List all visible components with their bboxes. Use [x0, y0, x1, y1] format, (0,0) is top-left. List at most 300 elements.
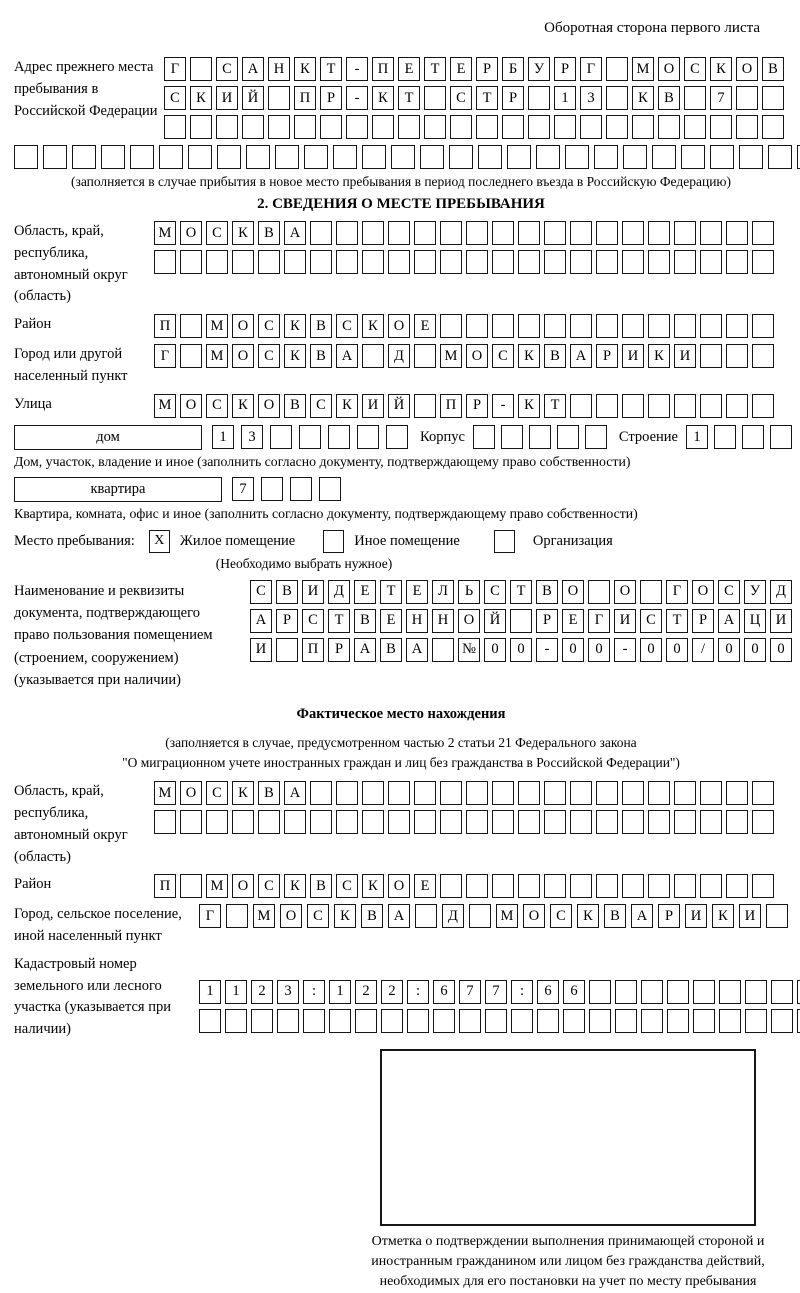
- char-cell: С: [258, 874, 280, 898]
- apartment-type-box: квартира: [14, 477, 222, 502]
- char-cell: [557, 425, 579, 449]
- char-cell: Р: [466, 394, 488, 418]
- char-cell: Й: [242, 86, 264, 110]
- char-cell: [623, 145, 647, 169]
- char-cell: Е: [380, 609, 402, 633]
- char-cell: [742, 425, 764, 449]
- char-cell: И: [250, 638, 272, 662]
- char-cell: [726, 344, 748, 368]
- char-cell: [596, 314, 618, 338]
- char-cell: [485, 1009, 507, 1033]
- char-cell: [529, 425, 551, 449]
- char-cell: [739, 145, 763, 169]
- char-cell: [771, 1009, 793, 1033]
- char-cell: Н: [268, 57, 290, 81]
- char-grid-row: [250, 638, 792, 662]
- char-cell: [736, 86, 758, 110]
- char-cell: Р: [536, 609, 558, 633]
- char-cell: [310, 781, 332, 805]
- char-cell: [700, 221, 722, 245]
- char-cell: 3: [277, 980, 299, 1004]
- char-grid-row-fullwidth: [14, 145, 788, 169]
- char-cell: [180, 250, 202, 274]
- char-cell: [276, 638, 298, 662]
- char-cell: П: [154, 314, 176, 338]
- char-cell: А: [406, 638, 428, 662]
- char-cell: С: [206, 781, 228, 805]
- char-cell: О: [466, 344, 488, 368]
- char-cell: [752, 781, 774, 805]
- char-cell: С: [640, 609, 662, 633]
- char-grid-row: [154, 781, 774, 805]
- document-field: [14, 580, 788, 692]
- char-cell: М: [206, 344, 228, 368]
- char-cell: [284, 810, 306, 834]
- char-cell: [420, 145, 444, 169]
- prev-address-note: (заполняется в случае прибытия в новое место пребывания в период последнего въезда в Российскую Федерацию): [70, 174, 732, 189]
- char-cell: [294, 115, 316, 139]
- char-cell: [518, 314, 540, 338]
- char-cell: [745, 1009, 767, 1033]
- char-cell: [299, 425, 321, 449]
- char-cell: [310, 250, 332, 274]
- place-type-row: [14, 530, 788, 553]
- char-cell: И: [739, 904, 761, 928]
- char-cell: [473, 425, 495, 449]
- char-cell: [440, 250, 462, 274]
- char-cell: В: [310, 874, 332, 898]
- char-grid-row: [154, 221, 774, 245]
- char-cell: [43, 145, 67, 169]
- char-cell: А: [250, 609, 272, 633]
- char-cell: С: [718, 580, 740, 604]
- char-cell: :: [407, 980, 429, 1004]
- char-cell: [270, 425, 292, 449]
- char-cell: [164, 115, 186, 139]
- char-cell: Т: [666, 609, 688, 633]
- char-cell: [440, 221, 462, 245]
- char-cell: Е: [562, 609, 584, 633]
- ulitsa-field: [14, 394, 788, 418]
- char-cell: [700, 874, 722, 898]
- char-cell: [154, 810, 176, 834]
- char-cell: [693, 1009, 715, 1033]
- char-cell: Д: [388, 344, 410, 368]
- char-cell: [622, 874, 644, 898]
- char-cell: [648, 874, 670, 898]
- char-cell: [492, 874, 514, 898]
- char-cell: [700, 781, 722, 805]
- char-cell: [414, 394, 436, 418]
- oblast-field: [14, 221, 788, 308]
- char-cell: В: [604, 904, 626, 928]
- char-cell: [700, 810, 722, 834]
- char-cell: [606, 115, 628, 139]
- char-cell: 2: [355, 980, 377, 1004]
- house-row: [14, 425, 788, 450]
- char-cell: [528, 86, 550, 110]
- char-cell: Е: [450, 57, 472, 81]
- char-cell: [268, 86, 290, 110]
- char-cell: [180, 810, 202, 834]
- kadastr-field: [14, 954, 788, 1041]
- char-cell: 1: [212, 425, 234, 449]
- char-cell: Т: [544, 394, 566, 418]
- char-cell: А: [631, 904, 653, 928]
- char-cell: Р: [692, 609, 714, 633]
- char-grid-row: [250, 580, 792, 604]
- char-cell: [440, 314, 462, 338]
- char-cell: О: [388, 874, 410, 898]
- char-cell: Д: [328, 580, 350, 604]
- gorod-field: [14, 344, 788, 388]
- char-cell: [459, 1009, 481, 1033]
- char-cell: [362, 250, 384, 274]
- char-cell: 1: [199, 980, 221, 1004]
- fact-note-line2: "О миграционном учете иностранных граждан и лиц без гражданства в Российской Федерации"): [122, 755, 680, 771]
- char-cell: А: [336, 344, 358, 368]
- fact-oblast-label: Область, край, республика, автономный округ (область): [14, 783, 128, 865]
- char-cell: [414, 344, 436, 368]
- char-cell: [188, 145, 212, 169]
- char-cell: [606, 57, 628, 81]
- char-cell: П: [440, 394, 462, 418]
- char-cell: -: [614, 638, 636, 662]
- char-cell: [719, 1009, 741, 1033]
- char-cell: [362, 810, 384, 834]
- char-cell: [154, 250, 176, 274]
- char-cell: [537, 1009, 559, 1033]
- char-cell: [544, 314, 566, 338]
- char-cell: [726, 874, 748, 898]
- char-cell: К: [362, 314, 384, 338]
- char-cell: [180, 344, 202, 368]
- char-cell: [251, 1009, 273, 1033]
- char-cell: Р: [596, 344, 618, 368]
- char-cell: П: [302, 638, 324, 662]
- char-cell: 6: [537, 980, 559, 1004]
- char-cell: [518, 781, 540, 805]
- char-cell: К: [336, 394, 358, 418]
- char-cell: С: [258, 314, 280, 338]
- char-cell: [492, 314, 514, 338]
- char-cell: Т: [424, 57, 446, 81]
- fact-location-heading: Фактическое место нахождения: [296, 705, 506, 722]
- char-cell: [589, 980, 611, 1004]
- char-cell: Д: [442, 904, 464, 928]
- char-cell: [492, 221, 514, 245]
- char-cell: К: [294, 57, 316, 81]
- char-cell: [736, 115, 758, 139]
- char-cell: И: [362, 394, 384, 418]
- char-cell: [275, 145, 299, 169]
- char-grid-row: [154, 394, 774, 418]
- char-cell: К: [284, 344, 306, 368]
- char-cell: 7: [232, 477, 254, 501]
- char-cell: 1: [554, 86, 576, 110]
- char-cell: [570, 394, 592, 418]
- checkbox-inoe: [323, 530, 344, 553]
- house-caption: Дом, участок, владение и иное (заполнить согласно документу, подтверждающему право собственности): [14, 453, 631, 469]
- char-cell: С: [492, 344, 514, 368]
- char-cell: М: [496, 904, 518, 928]
- char-cell: [726, 250, 748, 274]
- char-cell: Е: [398, 57, 420, 81]
- stamp-caption: Отметка о подтверждении выполнения принимающей стороной и иностранным гражданином или лицом без гражданства действий, необходимых для его постановки на учет по месту пребывания: [371, 1233, 765, 1290]
- char-cell: [752, 874, 774, 898]
- char-cell: [596, 221, 618, 245]
- char-cell: :: [303, 980, 325, 1004]
- char-cell: М: [206, 874, 228, 898]
- char-cell: [674, 221, 696, 245]
- char-cell: С: [206, 221, 228, 245]
- char-cell: [320, 115, 342, 139]
- char-cell: [762, 86, 784, 110]
- char-cell: К: [232, 781, 254, 805]
- char-cell: А: [388, 904, 410, 928]
- char-cell: [726, 221, 748, 245]
- char-cell: [407, 1009, 429, 1033]
- char-cell: С: [310, 394, 332, 418]
- char-cell: Е: [354, 580, 376, 604]
- char-cell: [450, 115, 472, 139]
- char-cell: О: [614, 580, 636, 604]
- char-cell: Г: [580, 57, 602, 81]
- char-cell: [710, 145, 734, 169]
- char-cell: [466, 250, 488, 274]
- char-cell: К: [710, 57, 732, 81]
- checkbox-organizatsiya: [494, 530, 515, 553]
- char-cell: О: [458, 609, 480, 633]
- char-cell: [752, 344, 774, 368]
- char-cell: [554, 115, 576, 139]
- char-cell: [518, 810, 540, 834]
- char-cell: [511, 1009, 533, 1033]
- fact-location-note: [14, 733, 788, 774]
- char-cell: [424, 86, 446, 110]
- char-cell: [719, 980, 741, 1004]
- char-cell: 0: [640, 638, 662, 662]
- char-cell: [346, 115, 368, 139]
- char-grid-row: [212, 425, 408, 449]
- char-grid-row: [154, 314, 774, 338]
- char-cell: В: [536, 580, 558, 604]
- char-cell: [565, 145, 589, 169]
- char-grid-row: [199, 1009, 800, 1033]
- char-cell: [466, 781, 488, 805]
- char-cell: К: [518, 344, 540, 368]
- char-cell: [432, 638, 454, 662]
- char-cell: [466, 874, 488, 898]
- char-cell: 0: [666, 638, 688, 662]
- char-cell: [622, 810, 644, 834]
- char-cell: [632, 115, 654, 139]
- char-cell: [388, 250, 410, 274]
- char-grid-row: [199, 980, 800, 1004]
- char-cell: О: [388, 314, 410, 338]
- char-cell: Т: [380, 580, 402, 604]
- char-cell: Н: [406, 609, 428, 633]
- char-cell: [362, 221, 384, 245]
- char-cell: А: [284, 781, 306, 805]
- section2-heading: 2. СВЕДЕНИЯ О МЕСТЕ ПРЕБЫВАНИЯ: [257, 196, 545, 212]
- fact-gorod-label: Город, сельское поселение, иной населенный пункт: [14, 906, 182, 945]
- char-cell: [386, 425, 408, 449]
- char-cell: О: [232, 314, 254, 338]
- char-cell: [594, 145, 618, 169]
- char-cell: Б: [502, 57, 524, 81]
- char-cell: [518, 221, 540, 245]
- char-cell: [667, 1009, 689, 1033]
- char-cell: Р: [476, 57, 498, 81]
- char-cell: [752, 250, 774, 274]
- document-rows: [250, 580, 792, 692]
- char-cell: [449, 145, 473, 169]
- char-cell: [261, 477, 283, 501]
- char-cell: С: [164, 86, 186, 110]
- char-cell: К: [232, 221, 254, 245]
- char-cell: [466, 314, 488, 338]
- char-cell: П: [372, 57, 394, 81]
- checkbox-zhiloe: X: [149, 530, 170, 553]
- char-cell: [544, 221, 566, 245]
- char-cell: Ц: [744, 609, 766, 633]
- house-type-box: дом: [14, 425, 202, 450]
- char-cell: [752, 221, 774, 245]
- char-cell: [544, 250, 566, 274]
- char-cell: [596, 781, 618, 805]
- char-cell: [536, 145, 560, 169]
- place-type-label: Место пребывания:: [14, 532, 135, 549]
- prev-address-label: Адрес прежнего места пребывания в Российской Федерации: [14, 59, 158, 119]
- char-cell: К: [712, 904, 734, 928]
- char-grid-row: [250, 609, 792, 633]
- char-cell: [199, 1009, 221, 1033]
- char-cell: [726, 781, 748, 805]
- char-cell: [589, 1009, 611, 1033]
- char-cell: [674, 394, 696, 418]
- char-cell: [190, 57, 212, 81]
- char-cell: В: [544, 344, 566, 368]
- char-cell: Е: [414, 874, 436, 898]
- char-cell: 0: [510, 638, 532, 662]
- char-cell: [501, 425, 523, 449]
- char-cell: :: [511, 980, 533, 1004]
- char-cell: 0: [718, 638, 740, 662]
- char-cell: [336, 221, 358, 245]
- char-cell: Р: [328, 638, 350, 662]
- char-cell: [528, 115, 550, 139]
- char-cell: М: [632, 57, 654, 81]
- char-cell: [336, 781, 358, 805]
- char-cell: [674, 314, 696, 338]
- char-cell: [478, 145, 502, 169]
- char-cell: С: [206, 394, 228, 418]
- char-cell: Г: [199, 904, 221, 928]
- char-cell: В: [361, 904, 383, 928]
- char-cell: [391, 145, 415, 169]
- char-cell: 2: [251, 980, 273, 1004]
- char-cell: [246, 145, 270, 169]
- char-cell: Г: [666, 580, 688, 604]
- char-cell: [544, 810, 566, 834]
- char-cell: К: [284, 314, 306, 338]
- char-cell: 6: [563, 980, 585, 1004]
- apartment-caption: Квартира, комната, офис и иное (заполнить согласно документу, подтверждающему право собственности): [14, 505, 638, 521]
- char-cell: [700, 394, 722, 418]
- char-cell: [674, 781, 696, 805]
- char-cell: [268, 115, 290, 139]
- option-organizatsiya-label: Организация: [532, 532, 613, 549]
- char-cell: [502, 115, 524, 139]
- char-cell: [226, 904, 248, 928]
- char-cell: О: [658, 57, 680, 81]
- char-cell: [674, 874, 696, 898]
- char-cell: К: [518, 394, 540, 418]
- char-cell: [648, 221, 670, 245]
- char-cell: [544, 874, 566, 898]
- char-cell: [388, 781, 410, 805]
- char-cell: О: [180, 781, 202, 805]
- char-cell: К: [577, 904, 599, 928]
- char-cell: Р: [554, 57, 576, 81]
- char-cell: [752, 314, 774, 338]
- char-cell: [242, 115, 264, 139]
- char-cell: [615, 980, 637, 1004]
- char-cell: [770, 425, 792, 449]
- rayon-field: [14, 314, 788, 338]
- char-cell: Р: [502, 86, 524, 110]
- char-cell: А: [242, 57, 264, 81]
- char-cell: [180, 874, 202, 898]
- char-cell: С: [258, 344, 280, 368]
- char-grid-row: [154, 344, 774, 388]
- char-cell: [232, 250, 254, 274]
- char-cell: А: [354, 638, 376, 662]
- char-cell: Й: [388, 394, 410, 418]
- char-cell: [771, 980, 793, 1004]
- char-cell: О: [232, 344, 254, 368]
- char-cell: [570, 874, 592, 898]
- char-cell: [469, 904, 491, 928]
- char-cell: Р: [658, 904, 680, 928]
- char-cell: [622, 221, 644, 245]
- char-cell: [640, 580, 662, 604]
- char-cell: [336, 810, 358, 834]
- char-cell: [476, 115, 498, 139]
- char-cell: [622, 394, 644, 418]
- char-cell: [206, 810, 228, 834]
- char-cell: [355, 1009, 377, 1033]
- char-cell: -: [492, 394, 514, 418]
- char-cell: О: [280, 904, 302, 928]
- char-cell: [674, 810, 696, 834]
- char-cell: [596, 250, 618, 274]
- char-cell: [507, 145, 531, 169]
- char-cell: [217, 145, 241, 169]
- char-cell: С: [250, 580, 272, 604]
- char-cell: В: [354, 609, 376, 633]
- char-cell: [570, 810, 592, 834]
- char-cell: [726, 810, 748, 834]
- char-cell: [674, 250, 696, 274]
- char-cell: И: [614, 609, 636, 633]
- char-grid-row: [154, 810, 774, 834]
- char-cell: И: [216, 86, 238, 110]
- kadastr-label: Кадастровый номер земельного или лесного участка (указывается при наличии): [14, 955, 171, 1038]
- char-cell: [622, 314, 644, 338]
- char-cell: [72, 145, 96, 169]
